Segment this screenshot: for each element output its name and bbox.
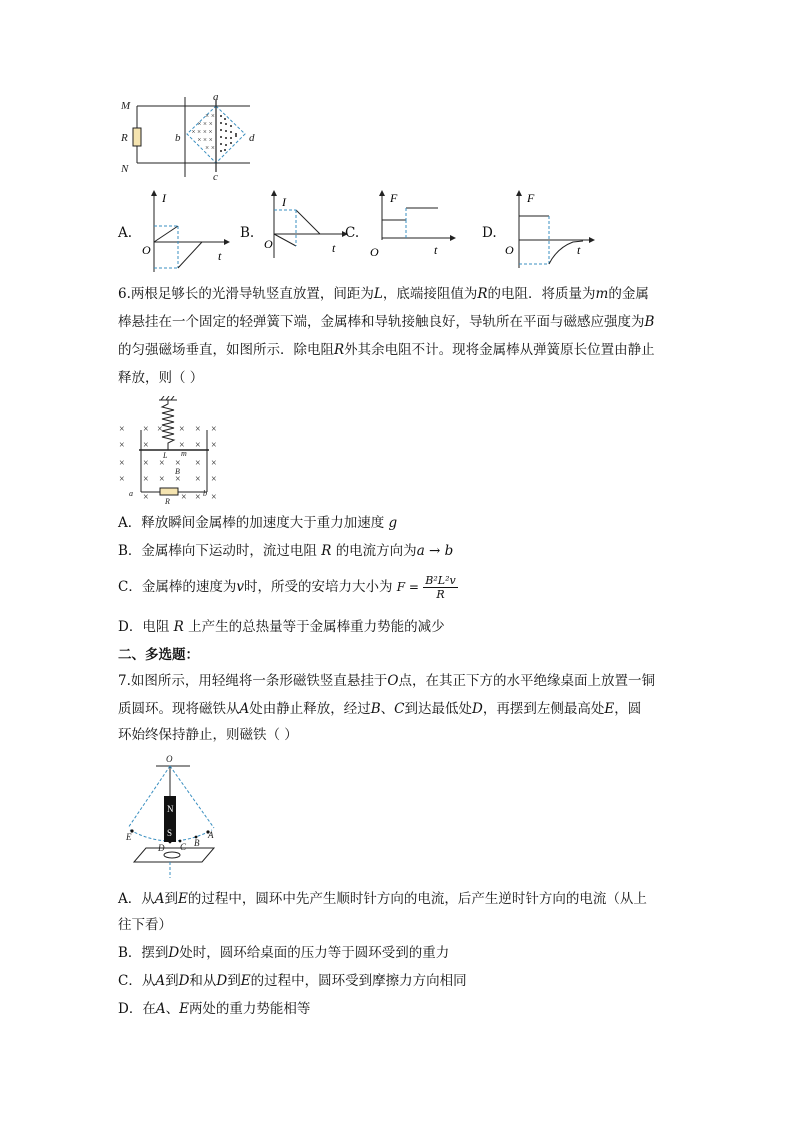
svg-text:O: O (142, 243, 151, 257)
svg-text:I: I (162, 191, 166, 205)
svg-text:C: C (180, 842, 187, 852)
svg-text:× × ×: × × × (197, 120, 213, 128)
svg-text:×: × (211, 458, 217, 469)
graph-a (140, 188, 230, 272)
svg-text:×: × (143, 492, 149, 503)
q7-pendulum-magnet-figure (118, 752, 228, 880)
q6-line-3: 的匀强磁场垂直，如图所示．除电阻R外其余电阻不计。现将金属棒从弹簧原长位置由静止 (118, 342, 655, 358)
svg-text:×: × (179, 424, 185, 435)
section-multiple-choice: 二、多选题： (118, 647, 199, 663)
svg-text:×: × (119, 424, 125, 435)
svg-text:×: × (195, 440, 201, 451)
option-a-letter: A. (118, 225, 133, 241)
svg-text:R: R (165, 497, 170, 506)
svg-text:I: I (282, 195, 286, 209)
option-c-letter: C. (345, 225, 360, 241)
q6-spring-rail-figure (115, 396, 225, 508)
svg-text:t: t (332, 241, 336, 255)
label-c: c (213, 171, 218, 182)
q7-line-3: 环始终保持静止，则磁铁（ ） (118, 727, 298, 743)
svg-text:×: × (195, 458, 201, 469)
label-M: M (121, 100, 131, 112)
svg-text:B: B (194, 838, 200, 848)
graph-d (503, 188, 595, 272)
svg-text:t: t (434, 243, 438, 257)
q6-option-a: A．释放瞬间金属棒的加速度大于重力加速度 g (118, 515, 398, 531)
svg-text:a: a (129, 489, 133, 498)
option-b-letter: B. (240, 225, 255, 241)
q7-option-a-cont: 往下看） (118, 917, 172, 933)
q5-circuit-figure (115, 92, 265, 182)
q7-option-c: C．从A到D和从D到E的过程中，圆环受到摩擦力方向相同 (118, 973, 467, 989)
svg-text:m: m (181, 449, 187, 458)
svg-text:×: × (211, 440, 217, 451)
svg-text:D: D (158, 843, 165, 853)
graph-c (366, 188, 456, 260)
svg-text:F: F (390, 191, 398, 205)
svg-text:O: O (505, 243, 514, 257)
q7-line-1: 7.如图所示，用轻绳将一条形磁铁竖直悬挂于O点，在其正下方的水平绝缘桌面上放置一铜 (118, 673, 655, 689)
svg-text:t: t (577, 243, 581, 257)
svg-text:×: × (143, 440, 149, 451)
svg-text:O: O (166, 754, 173, 764)
svg-text:×: × (179, 440, 185, 451)
svg-text:A: A (208, 830, 214, 840)
q6-option-c: C．金属棒的速度为v时，所受的安培力大小为 F = $\frac{\text{B²L²v}}{R}$ (118, 574, 456, 601)
svg-text:E: E (126, 832, 132, 842)
svg-text:×: × (211, 474, 217, 485)
svg-text:×: × (195, 424, 201, 435)
svg-text:×: × (181, 492, 187, 503)
q6-option-d: D．电阻 R 上产生的总热量等于金属棒重力势能的减少 (118, 619, 445, 635)
svg-text:×: × (143, 458, 149, 469)
svg-text:×: × (119, 440, 125, 451)
svg-text:× ×: × × (205, 112, 215, 120)
resistor (133, 128, 141, 146)
q7-option-d: D．在A、E两处的重力势能相等 (118, 1001, 311, 1017)
svg-text:× × × ×: × × × × (191, 128, 213, 136)
svg-text:×: × (175, 474, 181, 485)
q6-line-4: 释放，则（ ） (118, 370, 204, 386)
svg-text:×: × (211, 492, 217, 503)
label-R: R (121, 132, 128, 144)
svg-text:×: × (119, 458, 125, 469)
svg-text:O: O (370, 245, 379, 259)
svg-text:×: × (119, 474, 125, 485)
label-a: a (213, 92, 219, 103)
svg-text:O: O (264, 237, 273, 251)
svg-text:× ×: × × (205, 144, 215, 152)
svg-text:× × ×: × × × (197, 136, 213, 144)
label-b: b (175, 132, 181, 144)
q6-line-1: 6.两根足够长的光滑导轨竖直放置，间距为L，底端接阻值为R的电阻．将质量为m的金属 (118, 286, 649, 302)
q7-option-a: A．从A到E的过程中，圆环中先产生顺时针方向的电流，后产生逆时针方向的电流（从上 (118, 891, 647, 907)
svg-text:×: × (143, 474, 149, 485)
graph-b (262, 190, 348, 260)
q6-option-b: B．金属棒向下运动时，流过电阻 R 的电流方向为a → b (118, 543, 454, 559)
svg-text:×: × (175, 458, 181, 469)
q7-option-b: B．摆到D处时，圆环给桌面的压力等于圆环受到的重力 (118, 945, 450, 961)
svg-text:b: b (203, 489, 207, 498)
svg-text:×: × (157, 424, 163, 435)
label-d: d (249, 132, 255, 144)
label-N: N (121, 163, 129, 175)
svg-text:×: × (195, 474, 201, 485)
svg-text:B: B (175, 467, 180, 476)
resistor-r (160, 488, 178, 495)
svg-text:×: × (195, 492, 201, 503)
svg-text:×: × (159, 474, 165, 485)
svg-text:F: F (527, 191, 535, 205)
svg-text:S: S (167, 828, 173, 838)
svg-text:N: N (167, 804, 174, 814)
svg-text:×: × (211, 424, 217, 435)
svg-text:×: × (143, 424, 149, 435)
option-d-letter: D. (482, 225, 497, 241)
ampere-force-fraction: $\frac{\text{B²L²v}}{R}$ (425, 574, 456, 601)
q6-line-2: 棒悬挂在一个固定的轻弹簧下端，金属棒和导轨接触良好，导轨所在平面与磁感应强度为B (118, 314, 655, 330)
svg-text:×: × (159, 458, 165, 469)
svg-text:t: t (218, 249, 222, 263)
svg-text:L: L (163, 451, 168, 460)
q7-line-2: 质圆环。现将磁铁从A处由静止释放，经过B、C到达最低处D，再摆到左侧最高处E，圆 (118, 701, 642, 717)
